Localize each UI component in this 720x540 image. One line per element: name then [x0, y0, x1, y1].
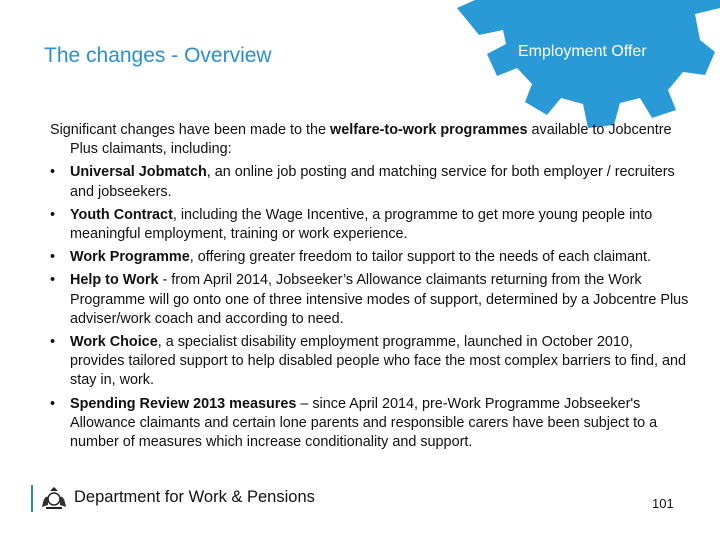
bullet-icon: •: [50, 249, 56, 266]
bullet-icon: •: [50, 164, 56, 181]
item-title: Help to Work: [70, 272, 159, 289]
item-title: Universal Jobmatch: [70, 164, 207, 181]
item-text: , offering greater freedom to tailor support to the needs of each claimant.: [189, 249, 652, 266]
item-title: Spending Review 2013 measures: [70, 395, 297, 412]
bullet-item: [50, 248, 690, 267]
item-text: , including the Wage Incentive, a programme to get more young people into meaningful employment, training or work experience.: [70, 206, 653, 243]
item-title: Youth Contract: [70, 206, 173, 223]
intro-text: Significant changes have been made to the: [50, 122, 331, 138]
intro-bold: welfare-to-work programmes: [330, 122, 528, 138]
item-text: , a specialist disability employment programme, launched in October 2010, provides tailored support to help disabled people who face the most complex barriers to find, and stay in, work.: [70, 334, 686, 389]
bullet-item: [50, 163, 690, 201]
gear-label: Employment Offer: [518, 43, 647, 60]
content: [50, 121, 690, 452]
page-title: The changes - Overview: [44, 44, 272, 67]
bullet-icon: •: [50, 206, 56, 223]
item-text: , an online job posting and matching service for both employer / recruiters and jobseekers.: [70, 164, 675, 200]
item-text: - from April 2014, Jobseeker’s Allowance claimants returning from the Work Programme will go onto one of three intensive modes of support, determined by a Jobcentre Plus adviser/work coach and according to need.: [70, 272, 689, 327]
department-logo-text: Department for Work & Pensions: [74, 488, 315, 506]
bullet-item: [50, 206, 690, 244]
item-title: Work Choice: [70, 334, 158, 351]
footer-divider: [31, 485, 33, 512]
bullet-item: [50, 271, 690, 329]
royal-crest-icon: [38, 485, 70, 511]
bullet-item: [50, 395, 690, 453]
bullet-icon: •: [50, 334, 56, 351]
bullet-item: [50, 333, 690, 391]
item-title: Work Programme: [70, 249, 190, 266]
item-text: – since April 2014, pre-Work Programme Jobseeker's Allowance claimants and certain lone parents and responsible carers have been subject to a number of measures which increase conditionality and support.: [70, 395, 658, 451]
bullet-icon: •: [50, 272, 56, 289]
bullet-icon: •: [50, 395, 56, 412]
intro-text-end: available to Jobcentre Plus claimants, including:: [70, 122, 672, 158]
page-number: 101: [652, 496, 674, 511]
intro-paragraph: [50, 121, 690, 159]
